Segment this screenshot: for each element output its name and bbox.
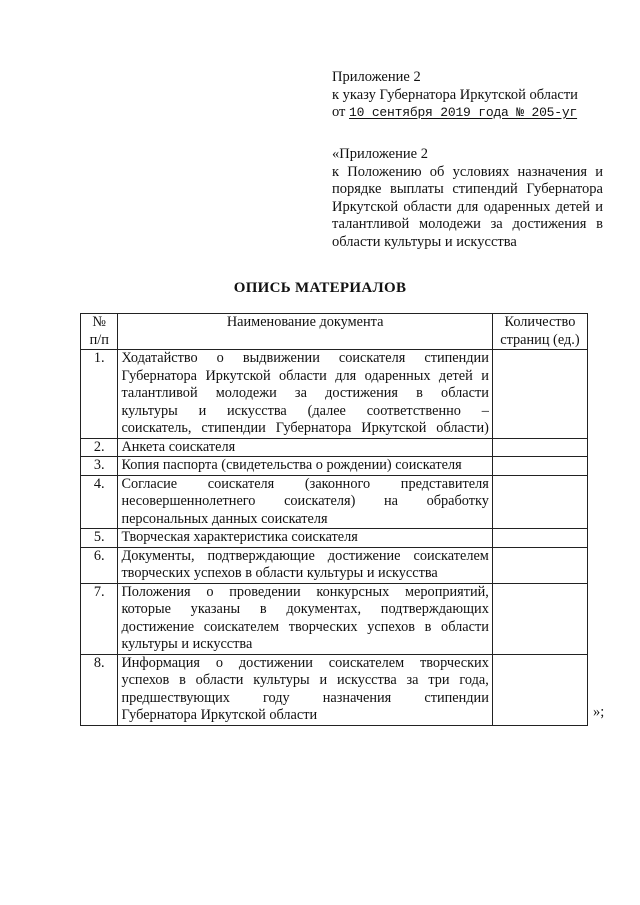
column-header-page-count: Количество страниц (ед.) [492,314,587,350]
row-number: 1. [81,350,118,439]
regulation-appendix-line: талантливой молодежи за достижения в [332,216,603,232]
row-document-name: Согласие соискателя (законного представителя несовершеннолетнего соискателя) на обработку персональных данных соискателя [118,475,492,529]
row-number: 4. [81,475,118,529]
row-number: 5. [81,529,118,548]
decree-appendix-reference [332,69,603,122]
row-page-count [492,654,587,725]
table-row [81,529,588,548]
regulation-appendix-reference [332,146,603,251]
row-page-count [492,529,587,548]
date-prefix: от [332,104,346,120]
table-header-row [81,314,588,350]
table-row [81,438,588,457]
row-number: 7. [81,583,118,654]
row-page-count [492,438,587,457]
column-header-document-name: Наименование документа [118,314,492,350]
regulation-appendix-line: к Положению об условиях назначения и [332,163,603,180]
document-title: ОПИСЬ МАТЕРИАЛОВ [233,280,407,296]
closing-quote-mark: »; [593,704,605,720]
table-row [81,350,588,439]
row-document-name: Творческая характеристика соискателя [118,529,492,548]
row-document-name: Документы, подтверждающие достижение соискателем творческих успехов в области культуры и искусства [118,547,492,583]
regulation-appendix-line: порядке выплаты стипендий Губернатора [332,181,603,197]
row-document-name: Копия паспорта (свидетельства о рождении) соискателя [118,457,492,476]
appendix-number: Приложение 2 [332,69,421,85]
row-number: 6. [81,547,118,583]
row-document-name: Положения о проведении конкурсных мероприятий, которые указаны в документах, подтверждающих достижение соискателем творческих успехов в области культуры и искусства [118,583,492,654]
row-number: 8. [81,654,118,725]
table-row [81,583,588,654]
row-number: 2. [81,438,118,457]
regulation-appendix-line: Иркутской области для одаренных детей и [332,198,603,215]
row-document-name: Информация о достижении соискателем творческих успехов в области культуры и искусства за три года, предшествующих году назначения стипендии Губернатора Иркутской области [118,654,492,725]
materials-inventory-table [80,313,588,726]
column-header-number: № п/п [81,314,118,350]
row-number: 3. [81,457,118,476]
regulation-appendix-line: «Приложение 2 [332,146,428,162]
row-page-count [492,350,587,439]
row-page-count [492,475,587,529]
row-document-name: Анкета соискателя [118,438,492,457]
row-page-count [492,547,587,583]
table-row [81,547,588,583]
decree-reference: к указу Губернатора Иркутской области [332,86,578,103]
row-page-count [492,457,587,476]
regulation-appendix-line: области культуры и искусства [332,233,517,250]
row-document-name: Ходатайство о выдвижении соискателя стипендии Губернатора Иркутской области для одаренных детей и талантливой молодежи за достижения в области культуры и искусства (далее соответственно – соискатель, стипендии Губернатора Иркутской области) [118,350,492,439]
table-row [81,457,588,476]
table-row [81,654,588,725]
row-page-count [492,583,587,654]
decree-date-line [332,104,603,122]
decree-date-number: 10 сентября 2019 года № 205-уг [349,105,578,120]
table-row [81,475,588,529]
